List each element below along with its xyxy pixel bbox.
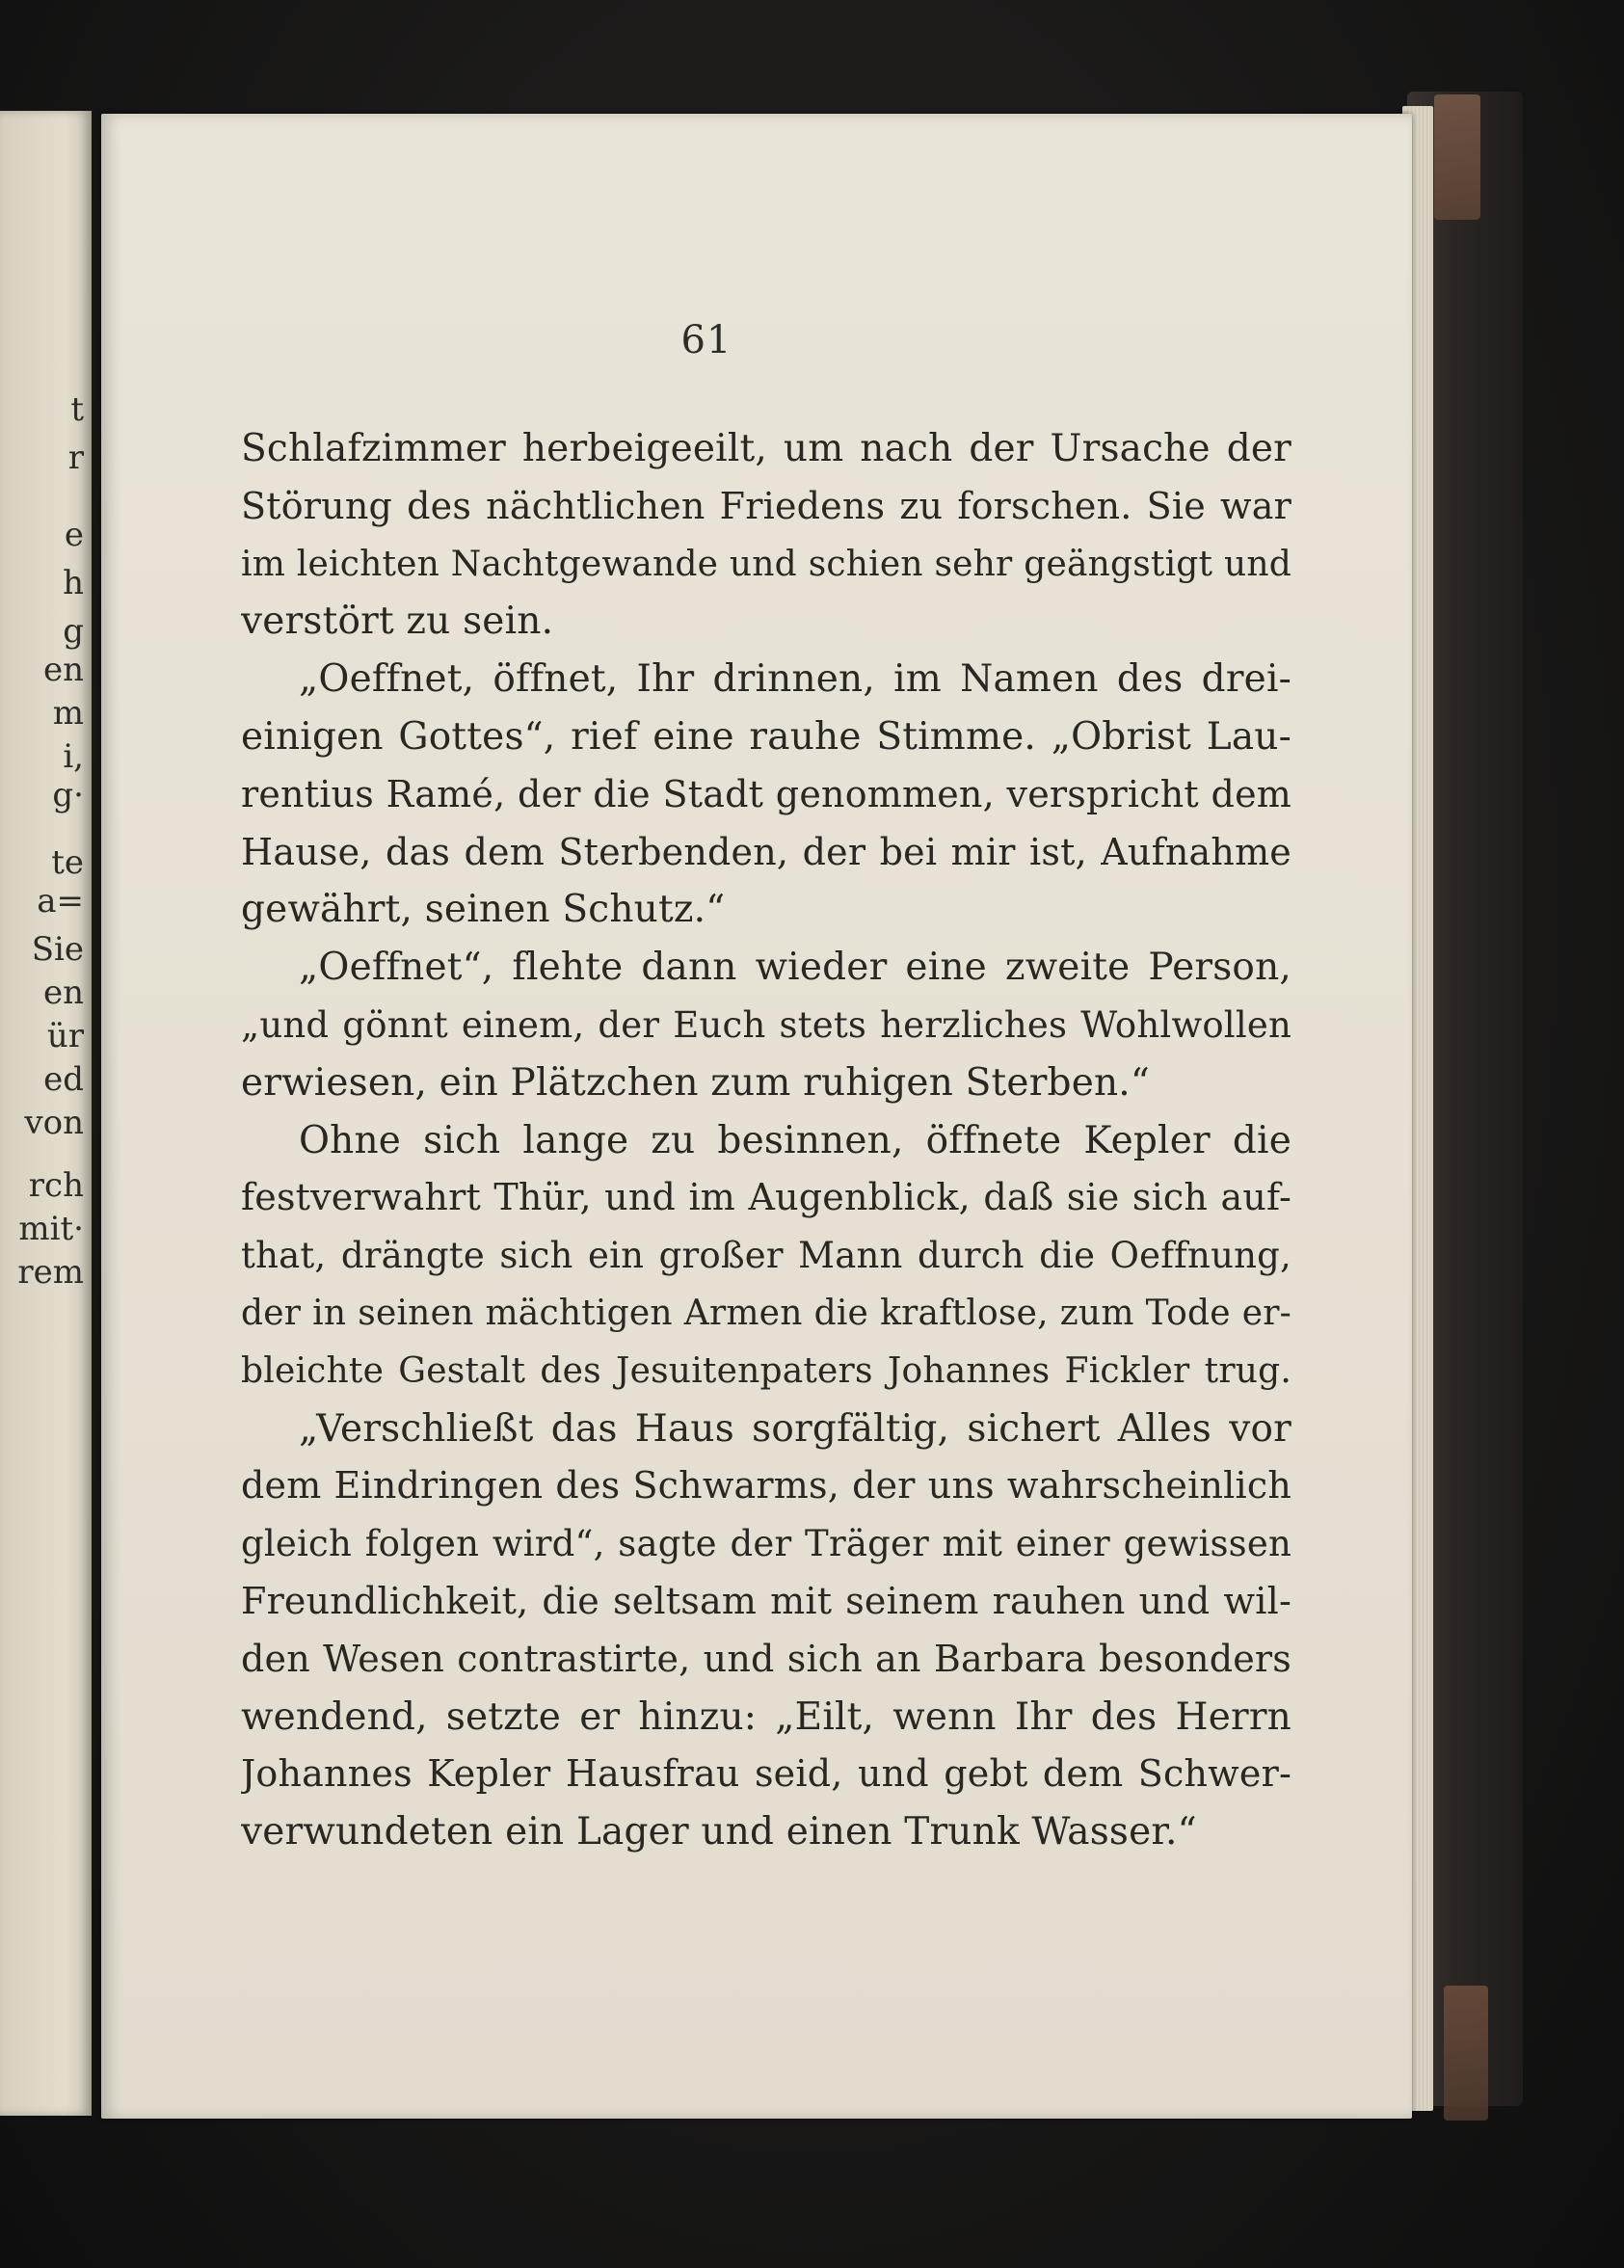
left-page-fragment: Sie <box>31 930 84 969</box>
text-line: Schlafzimmer herbeigeeilt, um nach der Ursache der <box>241 427 1291 470</box>
text-line: bleichte Gestalt des Jesuitenpaters Johannes Fickler trug. <box>241 1350 1291 1391</box>
left-page-fragment: t <box>70 390 84 429</box>
text-line: verstört zu sein. <box>241 600 554 644</box>
cover-corner-top <box>1434 94 1480 220</box>
text-line: „und gönnt einem, der Euch stets herzliches Wohlwollen <box>241 1003 1291 1046</box>
text-line: Freundlichkeit, die seltsam mit seinem rauhen und wil- <box>241 1579 1291 1622</box>
left-page-fragment: rem <box>17 1253 84 1292</box>
text-line: im leichten Nachtgewande und schien sehr geängstigt und <box>241 544 1291 584</box>
left-page-fragment: ed <box>43 1060 84 1099</box>
text-line: dem Eindringen des Schwarms, der uns wahrscheinlich <box>241 1464 1291 1508</box>
left-facing-page <box>0 111 92 2116</box>
left-page-fragment: h <box>63 564 84 602</box>
page-number: 61 <box>680 318 732 362</box>
text-line: gleich folgen wird“, sagte der Träger mit einer gewissen <box>241 1523 1291 1565</box>
left-page-text-fragments <box>0 111 92 2116</box>
left-page-fragment: mit· <box>18 1210 84 1248</box>
left-page-fragment: te <box>51 843 84 882</box>
text-line: den Wesen contrastirte, und sich an Barbara besonders <box>241 1637 1291 1680</box>
text-line: „Oeffnet“, flehte dann wieder eine zweite Person, <box>299 946 1291 990</box>
text-line: wendend, setzte er hinzu: „Eilt, wenn Ihr des Herrn <box>241 1694 1291 1739</box>
text-line: „Oeffnet, öffnet, Ihr drinnen, im Namen des drei- <box>299 657 1291 702</box>
left-page-fragment: e <box>64 516 84 554</box>
left-page-fragment: i, <box>63 737 84 776</box>
left-page-fragment: m <box>52 694 84 733</box>
left-page-fragment: g <box>63 612 84 651</box>
left-page-fragment: en <box>42 651 84 689</box>
left-page-fragment: en <box>42 974 84 1012</box>
text-line: erwiesen, ein Plätzchen zum ruhigen Sterben.“ <box>241 1060 1151 1105</box>
text-line: that, drängte sich ein großer Mann durch die Oeffnung, <box>241 1235 1291 1277</box>
text-line: gewährt, seinen Schutz.“ <box>241 888 726 932</box>
text-line: Johannes Kepler Hausfrau seid, und gebt dem Schwer- <box>241 1752 1291 1796</box>
text-line: einigen Gottes“, rief eine rauhe Stimme. „Obrist Lau- <box>241 714 1291 759</box>
left-page-fragment: rch <box>28 1166 84 1205</box>
text-line: Störung des nächtlichen Friedens zu forschen. Sie war <box>241 484 1291 527</box>
text-line: „Verschließt das Haus sorgfältig, sichert Alles vor <box>299 1406 1291 1451</box>
text-line: verwundeten ein Lager und einen Trunk Wasser.“ <box>241 1810 1197 1854</box>
page-text-block <box>241 420 1291 1861</box>
left-page-fragment: g· <box>52 776 84 814</box>
book-page <box>101 114 1412 2119</box>
left-page-fragment: r <box>67 439 84 477</box>
text-line: der in seinen mächtigen Armen die kraftlose, zum Tode er- <box>241 1293 1291 1333</box>
left-page-fragment: a= <box>37 882 84 921</box>
text-line: rentius Ramé, der die Stadt genommen, verspricht dem <box>241 772 1291 815</box>
text-line: Ohne sich lange zu besinnen, öffnete Kepler die <box>299 1118 1291 1162</box>
left-page-fragment: ür <box>46 1017 84 1055</box>
text-line: festverwahrt Thür, und im Augenblick, daß sie sich auf- <box>241 1176 1291 1219</box>
cover-corner-bottom <box>1444 1986 1488 2121</box>
left-page-fragment: von <box>24 1104 84 1142</box>
text-line: Hause, das dem Sterbenden, der bei mir ist, Aufnahme <box>241 830 1291 873</box>
